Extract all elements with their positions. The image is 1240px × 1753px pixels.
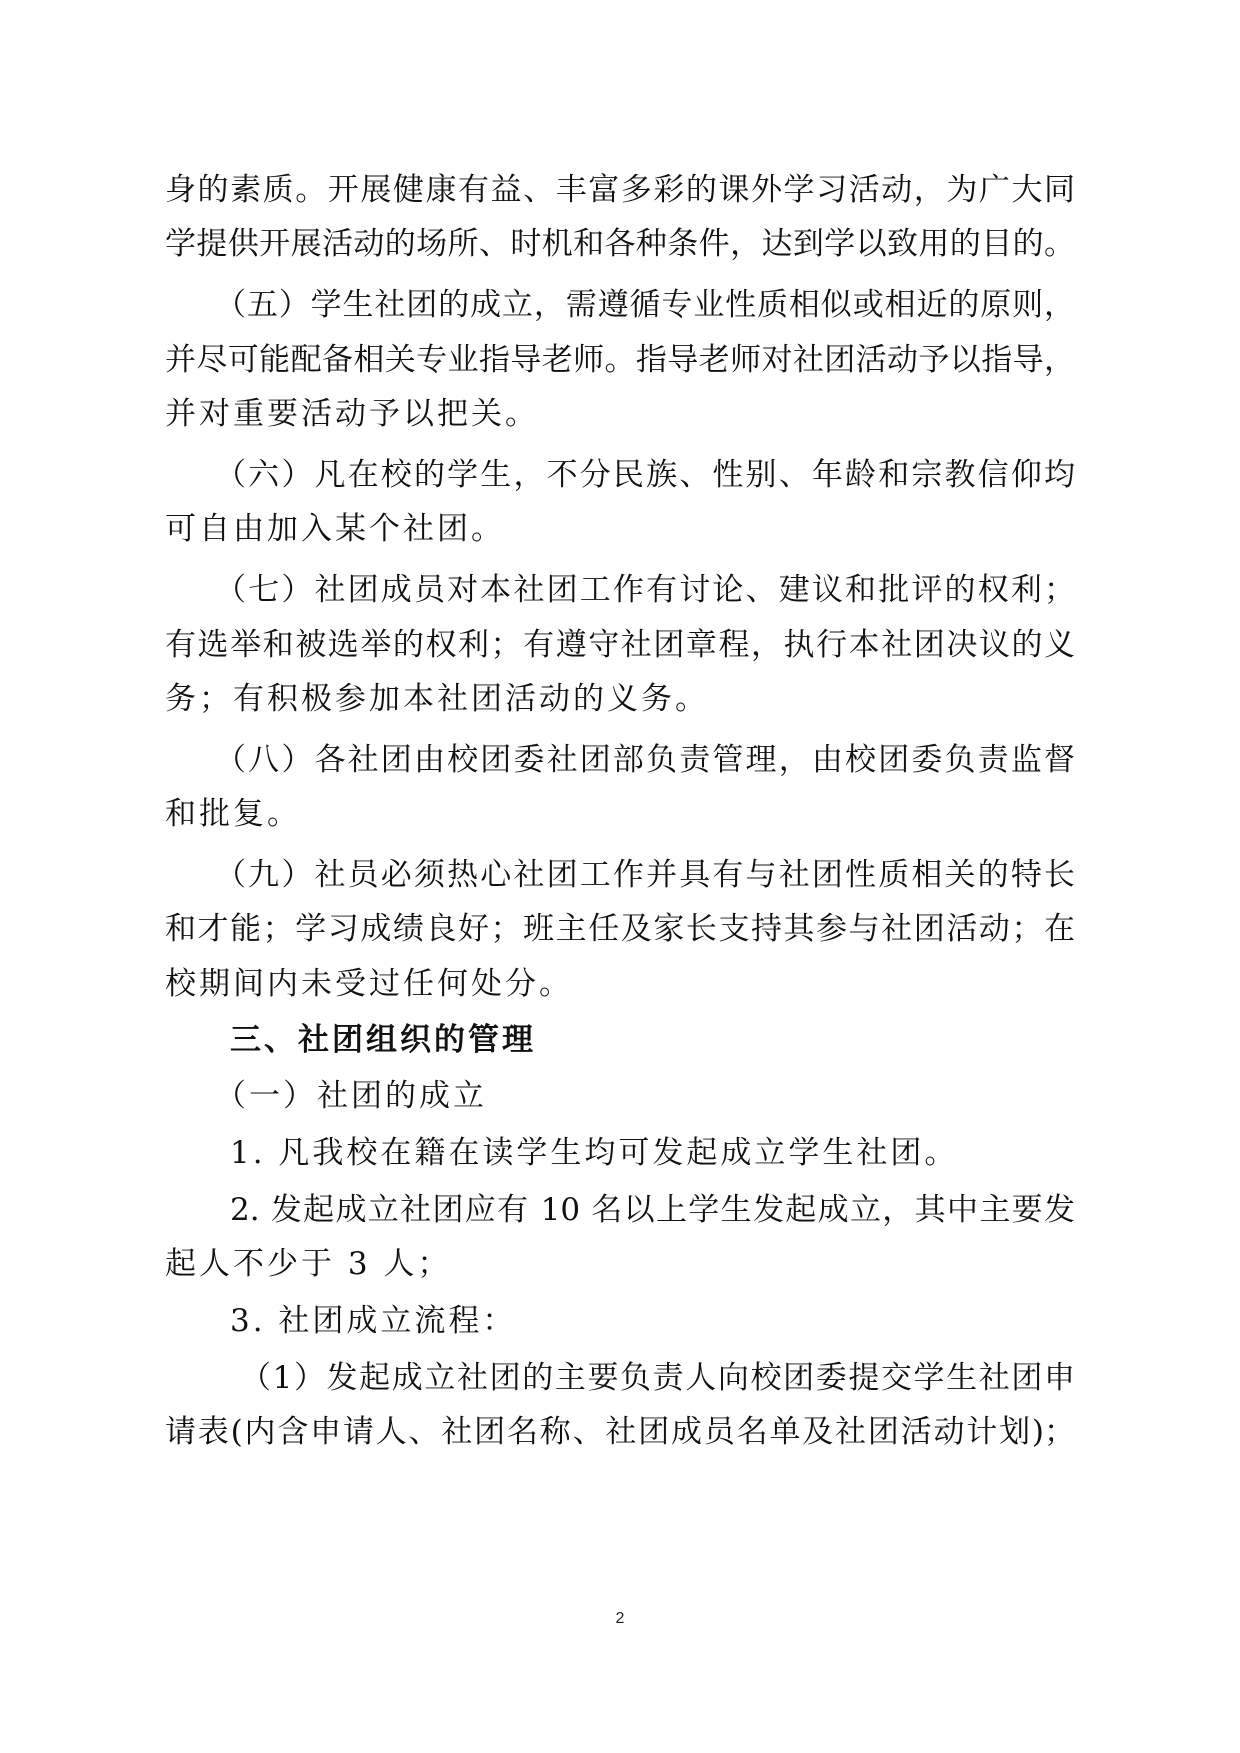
body-line: 身的素质。开展健康有益、丰富多彩的课外学习活动，为广大同 — [165, 172, 1075, 208]
section-heading: 三、社团组织的管理 — [230, 1022, 536, 1058]
body-line: 起人不少于 3 人； — [165, 1246, 452, 1282]
body-line: 请表(内含申请人、社团名称、社团成员名单及社团活动计划)； — [165, 1414, 1075, 1450]
sub-item-1: （1）发起成立社团的主要负责人向校团委提交学生社团申 — [240, 1360, 1075, 1396]
page-number: 2 — [615, 1610, 625, 1627]
paragraph-8-line: （八）各社团由校团委社团部负责管理，由校团委负责监督 — [215, 742, 1075, 778]
body-line: 并尽可能配备相关专业指导老师。指导老师对社团活动予以指导， — [165, 342, 1075, 378]
body-line: 和批复。 — [165, 796, 301, 832]
body-line: 校期间内未受过任何处分。 — [165, 966, 573, 1002]
subsection-heading: （一）社团的成立 — [215, 1078, 487, 1114]
body-line: 并对重要活动予以把关。 — [165, 396, 539, 432]
body-line: 学提供开展活动的场所、时机和各种条件，达到学以致用的目的。 — [165, 226, 1075, 262]
paragraph-5-line: （五）学生社团的成立，需遵循专业性质相似或相近的原则， — [215, 287, 1075, 323]
paragraph-6-line: （六）凡在校的学生，不分民族、性别、年龄和宗教信仰均 — [215, 457, 1075, 493]
body-line: 有选举和被选举的权利；有遵守社团章程，执行本社团决议的义 — [165, 627, 1075, 663]
numbered-item-2: 2. 发起成立社团应有 10 名以上学生发起成立，其中主要发 — [230, 1192, 1075, 1228]
paragraph-9-line: （九）社员必须热心社团工作并具有与社团性质相关的特长 — [215, 857, 1075, 893]
paragraph-7-line: （七）社团成员对本社团工作有讨论、建议和批评的权利； — [215, 572, 1075, 608]
numbered-item-3: 3. 社团成立流程： — [230, 1303, 517, 1339]
numbered-item-1: 1. 凡我校在籍在读学生均可发起成立学生社团。 — [230, 1135, 959, 1171]
body-line: 可自由加入某个社团。 — [165, 511, 505, 547]
body-line: 和才能；学习成绩良好；班主任及家长支持其参与社团活动；在 — [165, 911, 1075, 947]
body-line: 务；有积极参加本社团活动的义务。 — [165, 681, 709, 717]
